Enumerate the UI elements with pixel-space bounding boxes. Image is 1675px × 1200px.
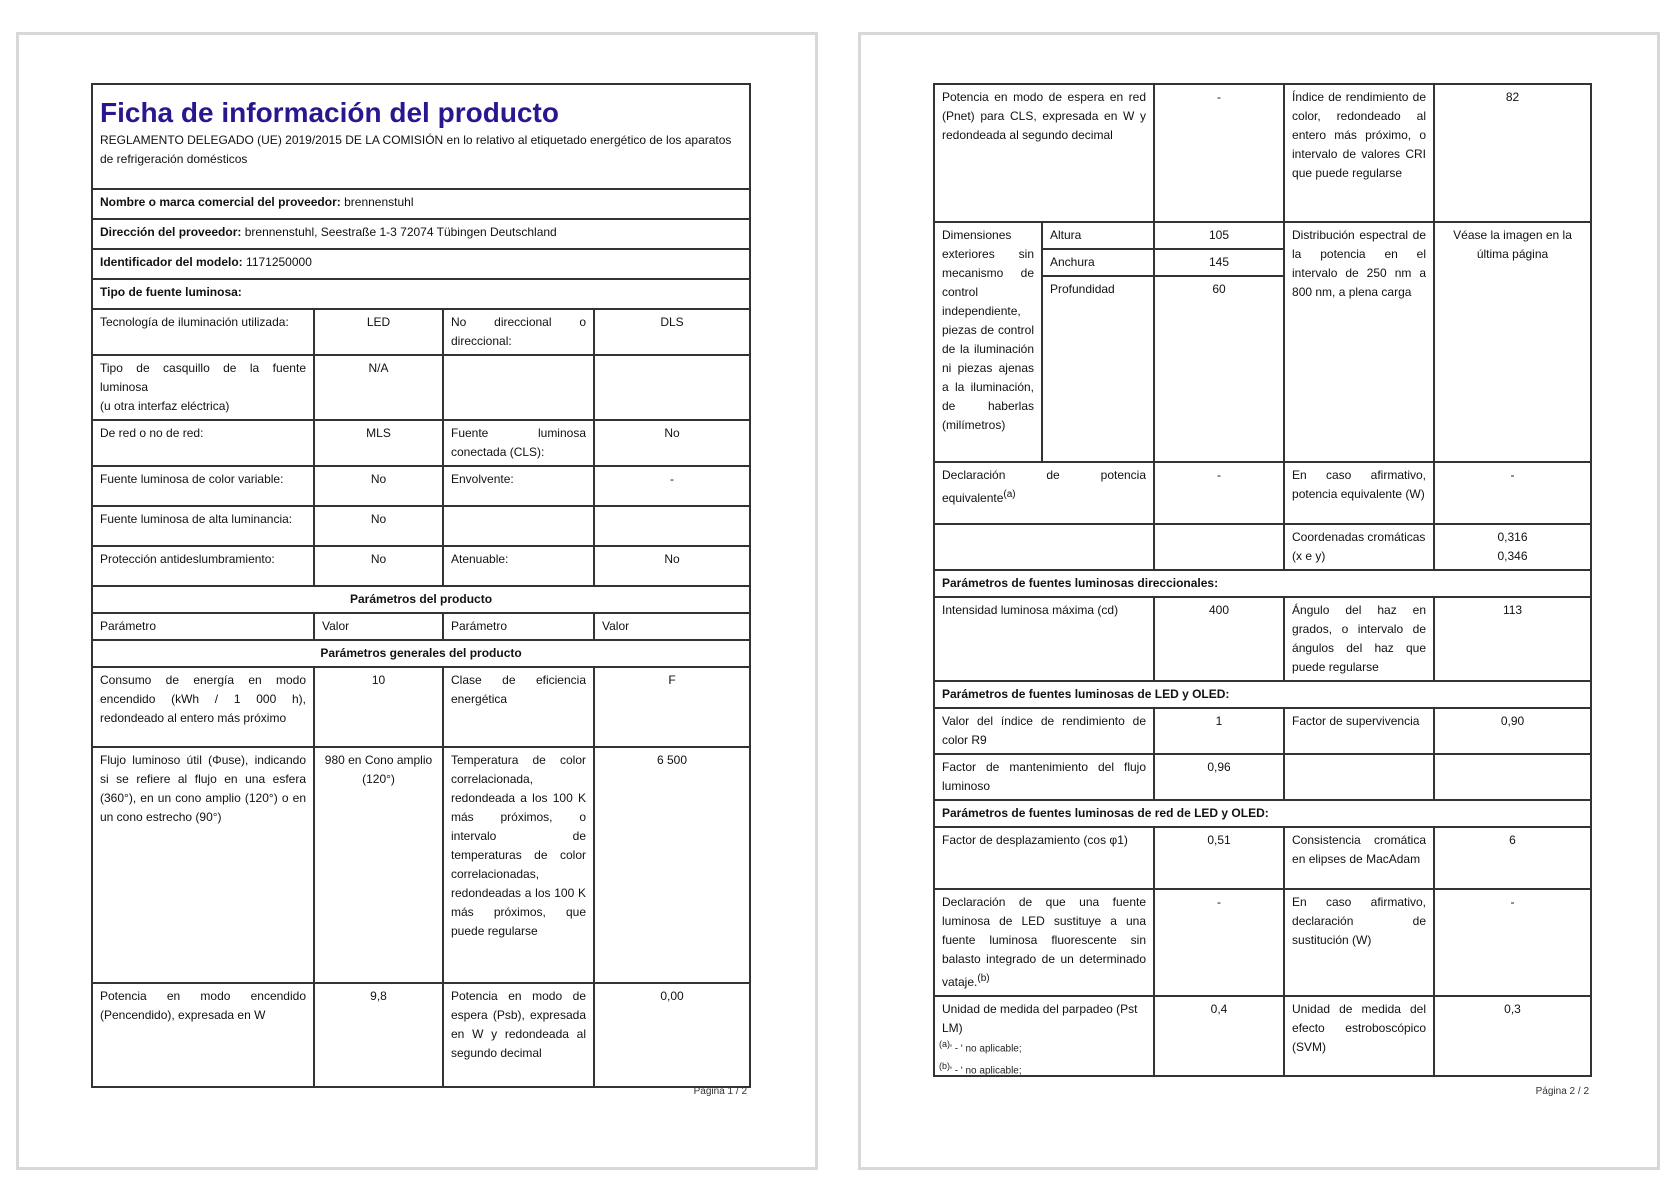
dimmable-label: Atenuable: — [443, 546, 594, 586]
footnote-b-marker: (b) — [939, 1061, 950, 1071]
cap-label: Tipo de casquillo de la fuente luminosa — [100, 361, 306, 394]
standby-label: Potencia en modo de espera (Psb), expresada en W y redondeada al segundo decimal — [443, 983, 594, 1087]
supplier-address: brennenstuhl, Seestraße 1-3 72074 Tübingen Deutschland — [244, 225, 557, 239]
cct-value: 6 500 — [594, 747, 750, 983]
model-id: 1171250000 — [246, 255, 312, 269]
document-page-1 — [16, 32, 818, 1170]
page-footer-1: Página 1 / 2 — [693, 1086, 747, 1097]
displacement-label: Factor de desplazamiento (cos φ1) — [934, 827, 1154, 889]
energy-value: 10 — [314, 667, 443, 747]
cap-value: N/A — [314, 355, 443, 420]
chroma-label: Coordenadas cromáticas (x e y) — [1284, 524, 1434, 570]
footnote-a — [939, 1039, 1022, 1054]
mains-value: MLS — [314, 420, 443, 466]
document-page-2 — [858, 32, 1660, 1170]
flux-value: 980 en Cono amplio (120°) — [314, 747, 443, 983]
footnote-b — [939, 1061, 1022, 1076]
height-value: 105 — [1154, 222, 1284, 249]
replacement-if-label: En caso afirmativo, declaración de sustitución (W) — [1284, 889, 1434, 996]
maintenance-value: 0,96 — [1154, 754, 1284, 800]
equiv-footnote-ref: (a) — [1003, 489, 1016, 500]
standby-value: 0,00 — [594, 983, 750, 1087]
replacement-label: Declaración de que una fuente luminosa de LED sustituye a una fuente luminosa fluorescente sin balasto integrado de un determinado vataje. — [942, 895, 1147, 989]
mains-led-header: Parámetros de fuentes luminosas de red de LED y OLED: — [934, 800, 1591, 827]
value-header-2: Valor — [594, 613, 750, 640]
net-standby-value: - — [1154, 84, 1284, 222]
product-info-table-2 — [933, 83, 1592, 1077]
equiv-value: - — [1154, 462, 1284, 524]
cri-value: 82 — [1434, 84, 1591, 222]
stroboscopic-label: Unidad de medida del efecto estroboscópico (SVM) — [1284, 996, 1434, 1076]
maintenance-label: Factor de mantenimiento del flujo luminoso — [934, 754, 1154, 800]
connected-label: Fuente luminosa conectada (CLS): — [443, 420, 594, 466]
beam-label: Ángulo del haz en grados, o intervalo de ángulos del haz que puede regularse — [1284, 597, 1434, 681]
efficiency-label: Clase de eficiencia energética — [443, 667, 594, 747]
glare-value: No — [314, 546, 443, 586]
energy-label: Consumo de energía en modo encendido (kWh / 1 000 h), redondeado al entero más próximo — [92, 667, 314, 747]
directional-header: Parámetros de fuentes luminosas direccionales: — [934, 570, 1591, 597]
mains-label: De red o no de red: — [92, 420, 314, 466]
height-label: Altura — [1042, 222, 1154, 249]
intensity-label: Intensidad luminosa máxima (cd) — [934, 597, 1154, 681]
power-on-label: Potencia en modo encendido (Pencendido), expresada en W — [92, 983, 314, 1087]
led-header: Parámetros de fuentes luminosas de LED y OLED: — [934, 681, 1591, 708]
displacement-value: 0,51 — [1154, 827, 1284, 889]
replacement-if-value: - — [1434, 889, 1591, 996]
general-params-header: Parámetros generales del producto — [92, 640, 750, 667]
net-standby-label: Potencia en modo de espera en red (Pnet) para CLS, expresada en W y redondeada al segundo decimal — [934, 84, 1154, 222]
model-label: Identificador del modelo: — [100, 255, 243, 269]
light-source-type: Tipo de fuente luminosa: — [92, 279, 750, 309]
envelope-label: Envolvente: — [443, 466, 594, 506]
footnote-a-text: ' - ' no aplicable; — [950, 1043, 1022, 1055]
spd-label: Distribución espectral de la potencia en el intervalo de 250 nm a 800 nm, a plena carga — [1284, 222, 1434, 462]
consistency-value: 6 — [1434, 827, 1591, 889]
supplier-address-label: Dirección del proveedor: — [100, 225, 242, 239]
r9-value: 1 — [1154, 708, 1284, 754]
flicker-label: Unidad de medida del parpadeo (Pst LM) — [934, 996, 1154, 1076]
dimmable-value: No — [594, 546, 750, 586]
tech-label: Tecnología de iluminación utilizada: — [92, 309, 314, 355]
intensity-value: 400 — [1154, 597, 1284, 681]
survival-value: 0,90 — [1434, 708, 1591, 754]
connected-value: No — [594, 420, 750, 466]
directional-value: DLS — [594, 309, 750, 355]
tech-value: LED — [314, 309, 443, 355]
product-params-header: Parámetros del producto — [92, 586, 750, 613]
equiv-if-value: - — [1434, 462, 1591, 524]
dimensions-label: Dimensiones exteriores sin mecanismo de control independiente, piezas de control de la iluminación ni piezas ajenas a la iluminación, de haberlas (milímetros) — [934, 222, 1042, 462]
stroboscopic-value: 0,3 — [1434, 996, 1591, 1076]
param-header-2: Parámetro — [443, 613, 594, 640]
colour-variable-label: Fuente luminosa de color variable: — [92, 466, 314, 506]
cap-label-2: (u otra interfaz eléctrica) — [100, 399, 230, 413]
r9-label: Valor del índice de rendimiento de color R9 — [934, 708, 1154, 754]
survival-label: Factor de supervivencia — [1284, 708, 1434, 754]
depth-value: 60 — [1154, 276, 1284, 462]
flicker-value: 0,4 — [1154, 996, 1284, 1076]
spd-value: Véase la imagen en la última página — [1434, 222, 1591, 462]
width-label: Anchura — [1042, 249, 1154, 276]
regulation-text: REGLAMENTO DELEGADO (UE) 2019/2015 DE LA COMISIÓN en lo relativo al etiquetado energético de los aparatos de refrigeración domésticos — [100, 133, 732, 166]
equiv-label: Declaración de potencia equivalente — [942, 468, 1147, 505]
page-title: Ficha de información del producto — [100, 97, 559, 128]
replacement-value: - — [1154, 889, 1284, 996]
chroma-value: 0,316 0,346 — [1434, 524, 1591, 570]
footnote-b-text: ' - ' no aplicable; — [950, 1065, 1022, 1077]
power-on-value: 9,8 — [314, 983, 443, 1087]
value-header: Valor — [314, 613, 443, 640]
equiv-if-label: En caso afirmativo, potencia equivalente (W) — [1284, 462, 1434, 524]
high-luminance-label: Fuente luminosa de alta luminancia: — [92, 506, 314, 546]
product-info-table — [91, 83, 751, 1088]
flux-label: Flujo luminoso útil (Φuse), indicando si se refiere al flujo en una esfera (360°), en un cono amplio (120°) o en un cono estrecho (90°) — [92, 747, 314, 983]
envelope-value: - — [594, 466, 750, 506]
colour-variable-value: No — [314, 466, 443, 506]
page-footer-2: Página 2 / 2 — [1535, 1086, 1589, 1097]
efficiency-value: F — [594, 667, 750, 747]
depth-label: Profundidad — [1042, 276, 1154, 462]
supplier-name: brennenstuhl — [344, 195, 414, 209]
supplier-name-label: Nombre o marca comercial del proveedor: — [100, 195, 341, 209]
cri-label: Índice de rendimiento de color, redondeado al entero más próximo, o intervalo de valores CRI que puede regularse — [1284, 84, 1434, 222]
cct-label: Temperatura de color correlacionada, redondeada a los 100 K más próximos, o intervalo de temperaturas de color correlacionadas, redondeadas a los 100 K más próximos, que puede regularse — [443, 747, 594, 983]
consistency-label: Consistencia cromática en elipses de MacAdam — [1284, 827, 1434, 889]
replacement-footnote-ref: (b) — [977, 973, 990, 984]
high-luminance-value: No — [314, 506, 443, 546]
directional-label: No direccional o direccional: — [443, 309, 594, 355]
param-header: Parámetro — [92, 613, 314, 640]
width-value: 145 — [1154, 249, 1284, 276]
footnote-a-marker: (a) — [939, 1039, 950, 1049]
beam-value: 113 — [1434, 597, 1591, 681]
glare-label: Protección antideslumbramiento: — [92, 546, 314, 586]
